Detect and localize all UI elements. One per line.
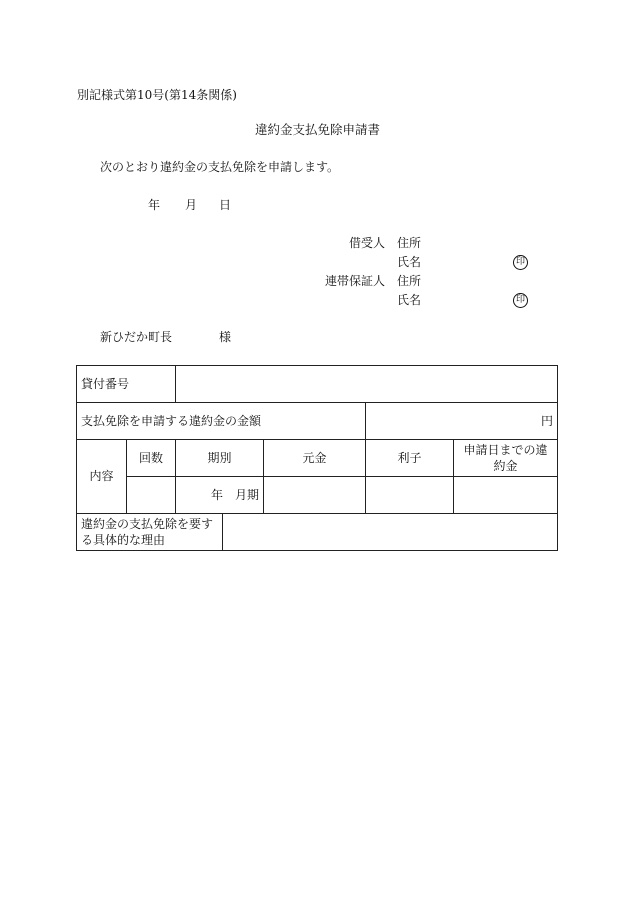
penalty-field[interactable] [454, 477, 558, 514]
document-title: 違約金支払免除申請書 [255, 122, 381, 137]
borrower-name-label: 氏名 [397, 255, 422, 269]
application-table [76, 365, 558, 551]
col-period-header: 期別 [176, 440, 264, 477]
col-principal-header: 元金 [264, 440, 366, 477]
form-number-note: 別記様式第10号(第14条関係) [77, 88, 237, 102]
count-field[interactable] [127, 477, 176, 514]
loan-number-label: 貸付番号 [77, 366, 176, 403]
amount-field[interactable] [366, 403, 558, 440]
borrower-label: 借受人 [349, 236, 386, 250]
amount-label: 支払免除を申請する違約金の金額 [77, 403, 366, 440]
addressee-honorific: 様 [219, 330, 232, 344]
principal-field[interactable] [264, 477, 366, 514]
col-interest-header: 利子 [366, 440, 454, 477]
seal-mark: 印 [513, 255, 528, 270]
guarantor-label: 連帯保証人 [325, 274, 386, 288]
guarantor-address-label: 住所 [397, 274, 422, 288]
date-day: 日 [219, 198, 232, 212]
col-penalty-header: 申請日までの違約金 [454, 440, 558, 477]
reason-field[interactable] [223, 514, 558, 551]
content-label: 内容 [77, 440, 127, 514]
guarantor-seal-icon [513, 292, 528, 308]
intro-text: 次のとおり違約金の支払免除を申請します。 [100, 160, 340, 174]
col-count-header: 回数 [127, 440, 176, 477]
period-field[interactable]: 年 月期 [176, 477, 264, 514]
borrower-address-label: 住所 [397, 236, 422, 250]
interest-field[interactable] [366, 477, 454, 514]
date-month: 月 [185, 198, 198, 212]
addressee-name: 新ひだか町長 [100, 330, 173, 344]
seal-mark: 印 [513, 293, 528, 308]
borrower-seal-icon [513, 254, 528, 270]
guarantor-name-label: 氏名 [397, 293, 422, 307]
loan-number-field[interactable] [176, 366, 558, 403]
amount-unit: 円 [541, 413, 554, 428]
reason-label: 違約金の支払免除を要する具体的な理由 [77, 514, 223, 551]
date-year: 年 [148, 198, 161, 212]
